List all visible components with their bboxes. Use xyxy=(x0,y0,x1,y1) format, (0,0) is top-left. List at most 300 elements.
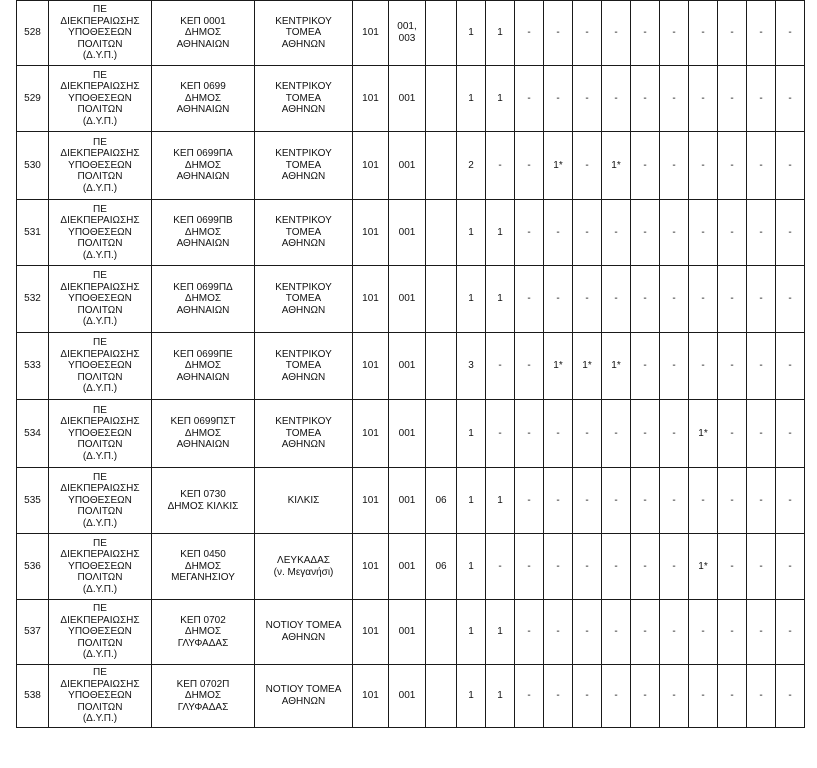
table-row xyxy=(17,66,805,132)
sub-code-cell-line: 001, xyxy=(397,21,417,33)
category-cell-line: (Δ.Υ.Π.) xyxy=(82,50,118,62)
area-cell-line: ΚΕΝΤΡΙΚΟΥ xyxy=(275,215,332,227)
value-cell: 1 xyxy=(486,266,515,333)
category-cell-line: ΥΠΟΘΕΣΕΩΝ xyxy=(68,560,132,572)
value-cell: - xyxy=(515,200,544,266)
kep-cell xyxy=(152,66,255,132)
kep-cell-line: ΚΕΠ 0699ΠΑ xyxy=(173,148,233,160)
category-cell-line: (Δ.Υ.Π.) xyxy=(82,316,118,328)
value-cell: 1 xyxy=(457,665,486,728)
row-number-cell: 538 xyxy=(17,665,49,728)
value-cell: - xyxy=(776,333,805,400)
area-cell-line: ΚΕΝΤΡΙΚΟΥ xyxy=(275,348,332,360)
value-cell: - xyxy=(573,200,602,266)
category-cell-line: ΔΙΕΚΠΕΡΑΙΩΣΗΣ xyxy=(60,614,140,626)
category-cell-line: (Δ.Υ.Π.) xyxy=(82,713,118,725)
value-cell: - xyxy=(689,132,718,200)
value-cell: 1 xyxy=(457,534,486,600)
category-cell xyxy=(49,665,152,728)
category-cell-line: ΥΠΟΘΕΣΕΩΝ xyxy=(68,626,132,638)
row-number-cell: 533 xyxy=(17,333,49,400)
value-cell: - xyxy=(486,132,515,200)
category-cell-line: ΔΙΕΚΠΕΡΑΙΩΣΗΣ xyxy=(60,15,140,27)
extra-code-cell xyxy=(426,665,457,728)
category-cell-line: ΥΠΟΘΕΣΕΩΝ xyxy=(68,293,132,305)
value-cell: - xyxy=(573,600,602,665)
table-row xyxy=(17,200,805,266)
table-row xyxy=(17,400,805,468)
category-cell-line: ΠΕ xyxy=(93,537,107,549)
category-cell xyxy=(49,333,152,400)
table-row xyxy=(17,266,805,333)
value-cell: - xyxy=(544,66,573,132)
code-cell: 101 xyxy=(353,66,389,132)
sub-code-cell xyxy=(389,200,426,266)
row-number-cell: 531 xyxy=(17,200,49,266)
value-cell: 1 xyxy=(457,266,486,333)
value-cell: 1* xyxy=(689,400,718,468)
value-cell: - xyxy=(631,132,660,200)
value-cell: 1 xyxy=(457,600,486,665)
value-cell: - xyxy=(718,200,747,266)
sub-code-cell xyxy=(389,400,426,468)
value-cell: 1 xyxy=(486,200,515,266)
kep-cell xyxy=(152,468,255,534)
value-cell: - xyxy=(602,200,631,266)
value-cell: - xyxy=(660,66,689,132)
category-cell-line: (Δ.Υ.Π.) xyxy=(82,383,118,395)
sub-code-cell xyxy=(389,66,426,132)
extra-code-cell xyxy=(426,200,457,266)
extra-code-cell xyxy=(426,266,457,333)
row-number-cell: 537 xyxy=(17,600,49,665)
category-cell-line: (Δ.Υ.Π.) xyxy=(82,583,118,595)
value-cell: - xyxy=(515,333,544,400)
value-cell: - xyxy=(718,400,747,468)
value-cell: - xyxy=(631,1,660,66)
kep-cell-line: ΑΘΗΝΑΙΩΝ xyxy=(176,439,230,451)
value-cell: - xyxy=(631,333,660,400)
value-cell: - xyxy=(631,400,660,468)
table-row xyxy=(17,468,805,534)
kep-cell-line: ΔΗΜΟΣ ΚΙΛΚΙΣ xyxy=(167,500,239,512)
table-row xyxy=(17,333,805,400)
value-cell: - xyxy=(602,665,631,728)
value-cell: - xyxy=(747,66,776,132)
category-cell-line: (Δ.Υ.Π.) xyxy=(82,249,118,261)
category-cell-line: ΥΠΟΘΕΣΕΩΝ xyxy=(68,690,132,702)
value-cell: - xyxy=(776,200,805,266)
value-cell: - xyxy=(631,66,660,132)
value-cell: - xyxy=(573,400,602,468)
value-cell: - xyxy=(573,266,602,333)
category-cell-line: ΥΠΟΘΕΣΕΩΝ xyxy=(68,27,132,39)
category-cell-line: ΠΕ xyxy=(93,136,107,148)
area-cell-line: ΚΕΝΤΡΙΚΟΥ xyxy=(275,81,332,93)
value-cell: - xyxy=(689,468,718,534)
sub-code-cell-line: 001 xyxy=(398,360,416,372)
sub-code-cell xyxy=(389,1,426,66)
area-cell-line: ΑΘΗΝΩΝ xyxy=(281,371,326,383)
kep-cell xyxy=(152,665,255,728)
value-cell: 1 xyxy=(457,200,486,266)
value-cell: - xyxy=(747,132,776,200)
value-cell: 1* xyxy=(544,132,573,200)
row-number-cell: 534 xyxy=(17,400,49,468)
value-cell: - xyxy=(486,333,515,400)
area-cell xyxy=(255,468,353,534)
value-cell: - xyxy=(776,266,805,333)
area-cell xyxy=(255,132,353,200)
kep-cell-line: ΔΗΜΟΣ xyxy=(184,360,222,372)
value-cell: - xyxy=(776,600,805,665)
sub-code-cell-line: 001 xyxy=(398,92,416,104)
category-cell-line: ΠΕ xyxy=(93,203,107,215)
value-cell: - xyxy=(660,333,689,400)
kep-cell-line: ΚΕΠ 0702Π xyxy=(176,678,230,690)
kep-cell xyxy=(152,132,255,200)
value-cell: - xyxy=(602,468,631,534)
value-cell: 1 xyxy=(486,66,515,132)
kep-cell-line: ΑΘΗΝΑΙΩΝ xyxy=(176,38,230,50)
value-cell: - xyxy=(776,66,805,132)
kep-cell xyxy=(152,333,255,400)
category-cell-line: ΠΟΛΙΤΩΝ xyxy=(77,38,123,50)
area-cell-line: ΤΟΜΕΑ xyxy=(285,92,322,104)
value-cell: - xyxy=(631,468,660,534)
sub-code-cell-line: 001 xyxy=(398,494,416,506)
value-cell: - xyxy=(747,534,776,600)
category-cell-line: ΠΕ xyxy=(93,603,107,615)
value-cell: - xyxy=(631,534,660,600)
code-cell: 101 xyxy=(353,132,389,200)
kep-cell xyxy=(152,534,255,600)
table-row xyxy=(17,132,805,200)
category-cell-line: ΔΙΕΚΠΕΡΑΙΩΣΗΣ xyxy=(60,416,140,428)
code-cell: 101 xyxy=(353,200,389,266)
sub-code-cell xyxy=(389,665,426,728)
category-cell-line: ΠΕ xyxy=(93,270,107,282)
code-cell: 101 xyxy=(353,266,389,333)
value-cell: - xyxy=(631,600,660,665)
category-cell xyxy=(49,132,152,200)
category-cell-line: ΥΠΟΘΕΣΕΩΝ xyxy=(68,494,132,506)
kep-cell-line: ΔΗΜΟΣ xyxy=(184,159,222,171)
area-cell-line: ΑΘΗΝΩΝ xyxy=(281,304,326,316)
value-cell: - xyxy=(602,1,631,66)
value-cell: - xyxy=(602,66,631,132)
category-cell-line: ΔΙΕΚΠΕΡΑΙΩΣΗΣ xyxy=(60,215,140,227)
kep-cell-line: ΚΕΠ 0699 xyxy=(180,81,226,93)
extra-code-cell xyxy=(426,400,457,468)
value-cell: - xyxy=(660,1,689,66)
value-cell: - xyxy=(718,266,747,333)
category-cell xyxy=(49,66,152,132)
area-cell-line: ΑΘΗΝΩΝ xyxy=(281,238,326,250)
value-cell: - xyxy=(602,534,631,600)
sub-code-cell-line: 001 xyxy=(398,159,416,171)
category-cell-line: ΔΙΕΚΠΕΡΑΙΩΣΗΣ xyxy=(60,549,140,561)
kep-cell-line: ΚΕΠ 0730 xyxy=(180,488,226,500)
kep-cell-line: ΚΕΠ 0699ΠΔ xyxy=(173,281,233,293)
value-cell: - xyxy=(718,333,747,400)
category-cell-line: ΔΙΕΚΠΕΡΑΙΩΣΗΣ xyxy=(60,348,140,360)
category-cell-line: ΠΕ xyxy=(93,404,107,416)
value-cell: - xyxy=(776,534,805,600)
value-cell: - xyxy=(515,132,544,200)
area-cell-line: ΑΘΗΝΩΝ xyxy=(281,439,326,451)
kep-cell-line: ΑΘΗΝΑΙΩΝ xyxy=(176,104,230,116)
category-cell xyxy=(49,400,152,468)
category-cell-line: (Δ.Υ.Π.) xyxy=(82,517,118,529)
category-cell-line: ΠΟΛΙΤΩΝ xyxy=(77,371,123,383)
category-cell-line: ΔΙΕΚΠΕΡΑΙΩΣΗΣ xyxy=(60,483,140,495)
value-cell: 1 xyxy=(457,468,486,534)
sub-code-cell-line: 001 xyxy=(398,427,416,439)
category-cell-line: ΠΟΛΙΤΩΝ xyxy=(77,238,123,250)
table-body xyxy=(17,1,805,728)
area-cell xyxy=(255,333,353,400)
kep-cell-line: ΔΗΜΟΣ xyxy=(184,226,222,238)
category-cell xyxy=(49,266,152,333)
value-cell: - xyxy=(747,665,776,728)
kep-cell xyxy=(152,400,255,468)
sub-code-cell xyxy=(389,600,426,665)
sub-code-cell xyxy=(389,333,426,400)
kep-cell-line: ΚΕΠ 0699ΠΒ xyxy=(173,215,233,227)
value-cell: - xyxy=(573,665,602,728)
value-cell: - xyxy=(776,400,805,468)
area-cell-line: ΑΘΗΝΩΝ xyxy=(281,632,326,643)
value-cell: - xyxy=(689,266,718,333)
area-cell-line: (ν. Μεγανήσι) xyxy=(273,566,334,578)
value-cell: - xyxy=(544,400,573,468)
area-cell xyxy=(255,1,353,66)
sub-code-cell xyxy=(389,468,426,534)
value-cell: 1* xyxy=(573,333,602,400)
sub-code-cell-line: 003 xyxy=(398,33,416,44)
code-cell: 101 xyxy=(353,333,389,400)
category-cell-line: (Δ.Υ.Π.) xyxy=(82,649,118,661)
value-cell: 1* xyxy=(689,534,718,600)
value-cell: - xyxy=(515,665,544,728)
kep-cell-line: ΔΗΜΟΣ xyxy=(184,626,222,638)
kep-cell-line: ΚΕΠ 0450 xyxy=(180,549,226,561)
area-cell xyxy=(255,200,353,266)
row-number-cell: 529 xyxy=(17,66,49,132)
value-cell: - xyxy=(718,132,747,200)
value-cell: - xyxy=(515,66,544,132)
value-cell: - xyxy=(544,534,573,600)
code-cell: 101 xyxy=(353,600,389,665)
value-cell: 1 xyxy=(486,468,515,534)
kep-cell-line: ΔΗΜΟΣ xyxy=(184,92,222,104)
category-cell-line: ΥΠΟΘΕΣΕΩΝ xyxy=(68,427,132,439)
area-cell xyxy=(255,66,353,132)
value-cell: - xyxy=(631,200,660,266)
kep-cell xyxy=(152,200,255,266)
category-cell-line: ΠΟΛΙΤΩΝ xyxy=(77,439,123,451)
value-cell: - xyxy=(689,600,718,665)
kep-cell-line: ΑΘΗΝΑΙΩΝ xyxy=(176,304,230,316)
area-cell-line: ΑΘΗΝΩΝ xyxy=(281,104,326,116)
code-cell: 101 xyxy=(353,665,389,728)
area-cell-line: ΛΕΥΚΑΔΑΣ xyxy=(277,554,330,566)
row-number-cell: 530 xyxy=(17,132,49,200)
category-cell-line: ΠΟΛΙΤΩΝ xyxy=(77,572,123,584)
area-cell-line: ΤΟΜΕΑ xyxy=(285,360,322,372)
area-cell-line: ΤΟΜΕΑ xyxy=(285,226,322,238)
sub-code-cell xyxy=(389,534,426,600)
value-cell: - xyxy=(631,266,660,333)
category-cell xyxy=(49,534,152,600)
value-cell: - xyxy=(776,1,805,66)
sub-code-cell xyxy=(389,266,426,333)
kep-cell-line: ΔΗΜΟΣ xyxy=(184,560,222,572)
category-cell-line: ΠΕ xyxy=(93,337,107,349)
value-cell: - xyxy=(544,200,573,266)
area-cell-line: ΑΘΗΝΩΝ xyxy=(281,696,326,707)
category-cell xyxy=(49,600,152,665)
value-cell: - xyxy=(544,665,573,728)
kep-cell-line: ΔΗΜΟΣ xyxy=(184,293,222,305)
value-cell: 1 xyxy=(457,1,486,66)
table-row xyxy=(17,534,805,600)
value-cell: - xyxy=(689,665,718,728)
kep-cell-line: ΔΗΜΟΣ xyxy=(184,690,222,702)
area-cell xyxy=(255,665,353,728)
value-cell: - xyxy=(660,665,689,728)
value-cell: - xyxy=(660,600,689,665)
category-cell-line: ΠΟΛΙΤΩΝ xyxy=(77,701,123,713)
value-cell: - xyxy=(689,200,718,266)
value-cell: - xyxy=(515,266,544,333)
kep-cell-line: ΔΗΜΟΣ xyxy=(184,27,222,39)
kep-cell-line: ΚΕΠ 0699ΠΣΤ xyxy=(170,416,236,428)
value-cell: - xyxy=(660,534,689,600)
category-cell xyxy=(49,1,152,66)
extra-code-cell xyxy=(426,600,457,665)
value-cell: - xyxy=(602,266,631,333)
value-cell: - xyxy=(747,1,776,66)
value-cell: - xyxy=(573,132,602,200)
value-cell: - xyxy=(689,333,718,400)
value-cell: - xyxy=(776,132,805,200)
value-cell: - xyxy=(515,468,544,534)
value-cell: - xyxy=(515,400,544,468)
category-cell-line: (Δ.Υ.Π.) xyxy=(82,115,118,127)
sub-code-cell-line: 001 xyxy=(398,626,416,638)
category-cell-line: ΠΟΛΙΤΩΝ xyxy=(77,637,123,649)
kep-cell-line: ΓΛΥΦΑΔΑΣ xyxy=(177,701,229,713)
value-cell: - xyxy=(747,266,776,333)
category-cell-line: ΠΕ xyxy=(93,667,107,679)
value-cell: - xyxy=(573,66,602,132)
positions-table xyxy=(16,0,805,728)
area-cell-line: ΤΟΜΕΑ xyxy=(285,427,322,439)
kep-cell-line: ΔΗΜΟΣ xyxy=(184,427,222,439)
sub-code-cell xyxy=(389,132,426,200)
value-cell: - xyxy=(573,534,602,600)
value-cell: 1 xyxy=(486,600,515,665)
area-cell-line: ΝΟΤΙΟΥ ΤΟΜΕΑ xyxy=(265,620,342,632)
value-cell: - xyxy=(718,534,747,600)
category-cell-line: ΔΙΕΚΠΕΡΑΙΩΣΗΣ xyxy=(60,678,140,690)
value-cell: 1* xyxy=(602,333,631,400)
value-cell: - xyxy=(573,468,602,534)
category-cell xyxy=(49,468,152,534)
extra-code-cell xyxy=(426,66,457,132)
kep-cell-line: ΚΕΠ 0699ΠΕ xyxy=(173,348,233,360)
category-cell-line: ΥΠΟΘΕΣΕΩΝ xyxy=(68,159,132,171)
area-cell-line: ΚΙΛΚΙΣ xyxy=(287,494,320,506)
value-cell: - xyxy=(515,534,544,600)
area-cell-line: ΚΕΝΤΡΙΚΟΥ xyxy=(275,15,332,27)
category-cell-line: ΠΟΛΙΤΩΝ xyxy=(77,171,123,183)
value-cell: 1* xyxy=(544,333,573,400)
area-cell xyxy=(255,600,353,665)
kep-cell-line: ΑΘΗΝΑΙΩΝ xyxy=(176,171,230,183)
value-cell: - xyxy=(689,66,718,132)
kep-cell-line: ΚΕΠ 0001 xyxy=(180,15,226,27)
area-cell-line: ΑΘΗΝΩΝ xyxy=(281,171,326,183)
kep-cell-line: ΓΛΥΦΑΔΑΣ xyxy=(177,637,229,649)
category-cell-line: (Δ.Υ.Π.) xyxy=(82,182,118,194)
kep-cell-line: ΚΕΠ 0702 xyxy=(180,614,226,626)
value-cell: - xyxy=(515,1,544,66)
value-cell: - xyxy=(718,665,747,728)
area-cell-line: ΤΟΜΕΑ xyxy=(285,159,322,171)
value-cell: - xyxy=(544,600,573,665)
value-cell: - xyxy=(544,468,573,534)
value-cell: - xyxy=(689,1,718,66)
area-cell-line: ΚΕΝΤΡΙΚΟΥ xyxy=(275,148,332,160)
value-cell: - xyxy=(573,1,602,66)
area-cell xyxy=(255,400,353,468)
area-cell-line: ΤΟΜΕΑ xyxy=(285,27,322,39)
code-cell: 101 xyxy=(353,400,389,468)
kep-cell-line: ΜΕΓΑΝΗΣΙΟΥ xyxy=(171,572,235,584)
code-cell: 101 xyxy=(353,1,389,66)
area-cell-line: ΤΟΜΕΑ xyxy=(285,293,322,305)
category-cell-line: ΥΠΟΘΕΣΕΩΝ xyxy=(68,360,132,372)
value-cell: - xyxy=(747,600,776,665)
value-cell: - xyxy=(747,400,776,468)
category-cell-line: ΔΙΕΚΠΕΡΑΙΩΣΗΣ xyxy=(60,281,140,293)
sub-code-cell-line: 001 xyxy=(398,690,416,702)
area-cell xyxy=(255,266,353,333)
value-cell: - xyxy=(747,333,776,400)
extra-code-cell xyxy=(426,333,457,400)
sub-code-cell-line: 001 xyxy=(398,560,416,572)
kep-cell-line: ΑΘΗΝΑΙΩΝ xyxy=(176,371,230,383)
kep-cell xyxy=(152,1,255,66)
category-cell-line: ΥΠΟΘΕΣΕΩΝ xyxy=(68,92,132,104)
code-cell: 101 xyxy=(353,534,389,600)
value-cell: - xyxy=(544,1,573,66)
value-cell: - xyxy=(486,534,515,600)
category-cell-line: ΠΕ xyxy=(93,69,107,81)
value-cell: - xyxy=(718,600,747,665)
value-cell: - xyxy=(718,1,747,66)
value-cell: - xyxy=(660,200,689,266)
value-cell: - xyxy=(660,400,689,468)
value-cell: - xyxy=(747,200,776,266)
value-cell: - xyxy=(747,468,776,534)
value-cell: - xyxy=(718,468,747,534)
category-cell-line: ΠΟΛΙΤΩΝ xyxy=(77,304,123,316)
value-cell: - xyxy=(602,400,631,468)
